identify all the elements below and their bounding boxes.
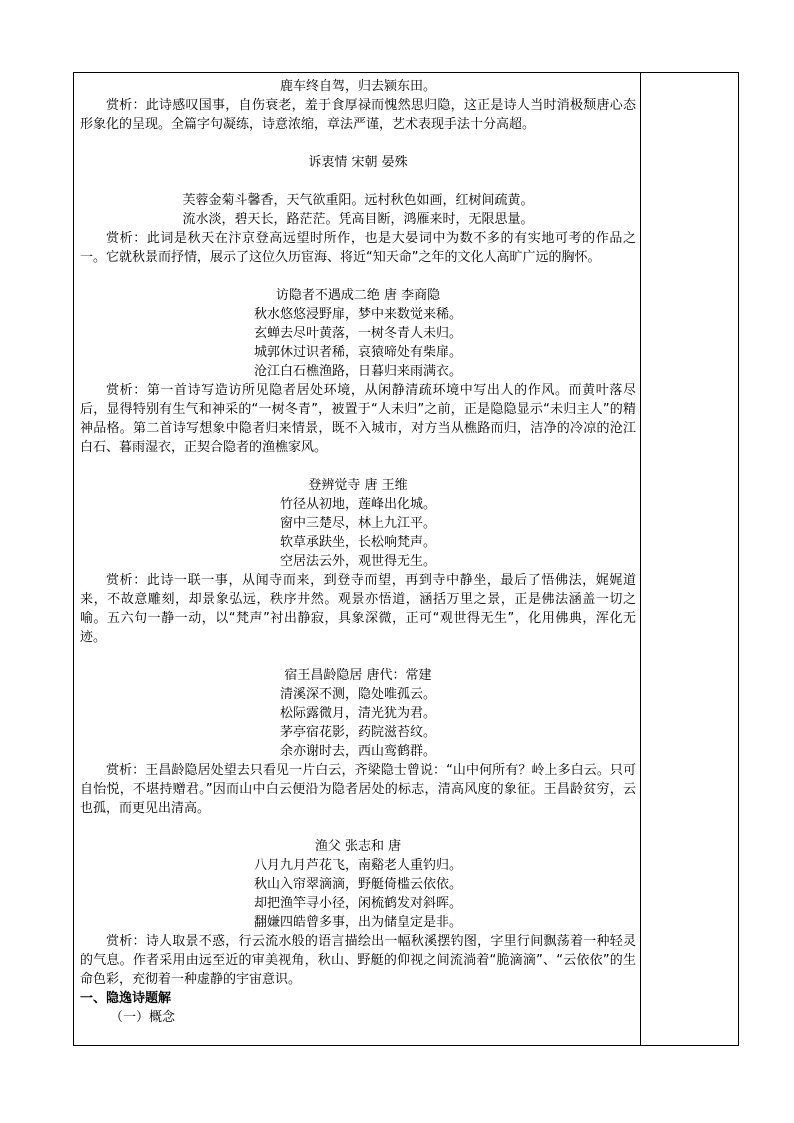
poem-line: 沧江白石樵渔路，日暮归来雨满衣。 <box>253 364 462 379</box>
document-content <box>80 77 636 1027</box>
poem-line: 茅亭宿花影，药院滋苔纹。 <box>279 725 436 740</box>
poem-line: 翻嫌四皓曾多事，出为储皇定是非。 <box>253 915 462 930</box>
appreciation-text: 赏析：此词是秋天在汴京登高远望时所作，也是大晏词中为数不多的有实地可考的作品之一。它就秋景而抒情，展示了这位久历宦海、将近“知天命”之年的文化人高旷广远的胸怀。 <box>80 231 636 265</box>
appreciation-text: 赏析：王昌龄隐居处望去只看见一片白云，齐梁隐士曾说：“山中何所有？岭上多白云。只可自怡悦，不堪持赠君。”因而山中白云便沿为隐者居处的标志，清高风度的象征。王昌龄贫穷，云也孤，而更见出清高。 <box>80 763 636 816</box>
poem-line: 流水淡，碧天长，路茫茫。凭高目断，鸿雁来时，无限思量。 <box>182 212 534 227</box>
poem-title: 诉衷情 宋朝 晏殊 <box>308 155 408 170</box>
poem-line: 空居法云外，观世得无生。 <box>279 554 436 569</box>
poem-line: 清溪深不测，隐处唯孤云。 <box>279 687 436 702</box>
poem-line: 却把渔竿寻小径，闲梳鹤发对斜晖。 <box>253 896 462 911</box>
poem-line: 秋水悠悠浸野扉，梦中来数觉来稀。 <box>253 307 462 322</box>
poem-line: 松际露微月，清光犹为君。 <box>279 706 436 721</box>
poem-line: 竹径从初地，莲峰出化城。 <box>279 497 436 512</box>
section-heading: 一、隐逸诗题解 <box>80 991 172 1006</box>
poem-title: 登辨觉寺 唐 王维 <box>308 478 408 493</box>
poem-line: 芙蓉金菊斗馨香，天气欲重阳。远村秋色如画，红树间疏黄。 <box>182 193 534 208</box>
table-column-divider <box>640 72 641 1046</box>
appreciation-text: 赏析：诗人取景不惑，行云流水般的语言描绘出一幅秋溪摆钓图，字里行间飘荡着一种轻灵的气息。作者采用由远至近的审美视角，秋山、野艇的仰视之间流淌着“脆滴滴”、“云依依”的生命色彩，充彻着一种虚静的宇宙意识。 <box>80 934 636 987</box>
poem-title: 宿王昌龄隐居 唐代：常建 <box>284 668 432 683</box>
appreciation-text: 赏析：此诗感叹国事，自伤衰老，羞于食厚禄而愧然思归隐，这正是诗人当时消极颓唐心态形象化的呈现。全篇字句凝练，诗意浓缩，章法严谨，艺术表现手法十分高超。 <box>80 98 636 132</box>
poem-line: 城郭休过识者稀，哀猿啼处有柴扉。 <box>253 345 462 360</box>
poem-line: 八月九月芦花飞，南谿老人重钓归。 <box>253 858 462 873</box>
appreciation-text: 赏析：第一首诗写造访所见隐者居处环境，从闲静清疏环境中写出人的作风。而黄叶落尽后，显得特别有生气和神采的“一树冬青”，被置于“人未归”之前，正是隐隐显示“未归主人”的精神品格。第二首诗写想象中隐者归来情景，既不入城市，对方当从樵路而归，洁净的冷凉的沧江白石、暮雨湿衣，正契合隐者的渔樵家风。 <box>80 383 636 455</box>
appreciation-text: 赏析：此诗一联一事，从闻寺而来，到登寺而望，再到寺中静坐，最后了悟佛法，娓娓道来，不故意雕刻，却景象弘远，秩序井然。观景亦悟道，涵括万里之景，正是佛法涵盖一切之喻。五六句一静一动，以“梵声”衬出静寂，具象深微，正可“观世得无生”，化用佛典，浑化无迹。 <box>80 573 636 645</box>
subsection-heading: （一）概念 <box>110 1010 176 1025</box>
poem-line: 鹿车终自驾，归去颍东田。 <box>279 79 436 94</box>
poem-line: 余亦谢时去，西山鸾鹤群。 <box>279 744 436 759</box>
poem-line: 玄蝉去尽叶黄落，一树冬青人未归。 <box>253 326 462 341</box>
poem-title: 访隐者不遇成二绝 唐 李商隐 <box>275 288 441 303</box>
poem-line: 秋山入帘翠滴滴，野艇倚槛云依依。 <box>253 877 462 892</box>
poem-line: 窗中三楚尽，林上九江平。 <box>279 516 436 531</box>
poem-title: 渔父 张志和 唐 <box>314 839 402 854</box>
poem-line: 软草承趺坐，长松响梵声。 <box>279 535 436 550</box>
